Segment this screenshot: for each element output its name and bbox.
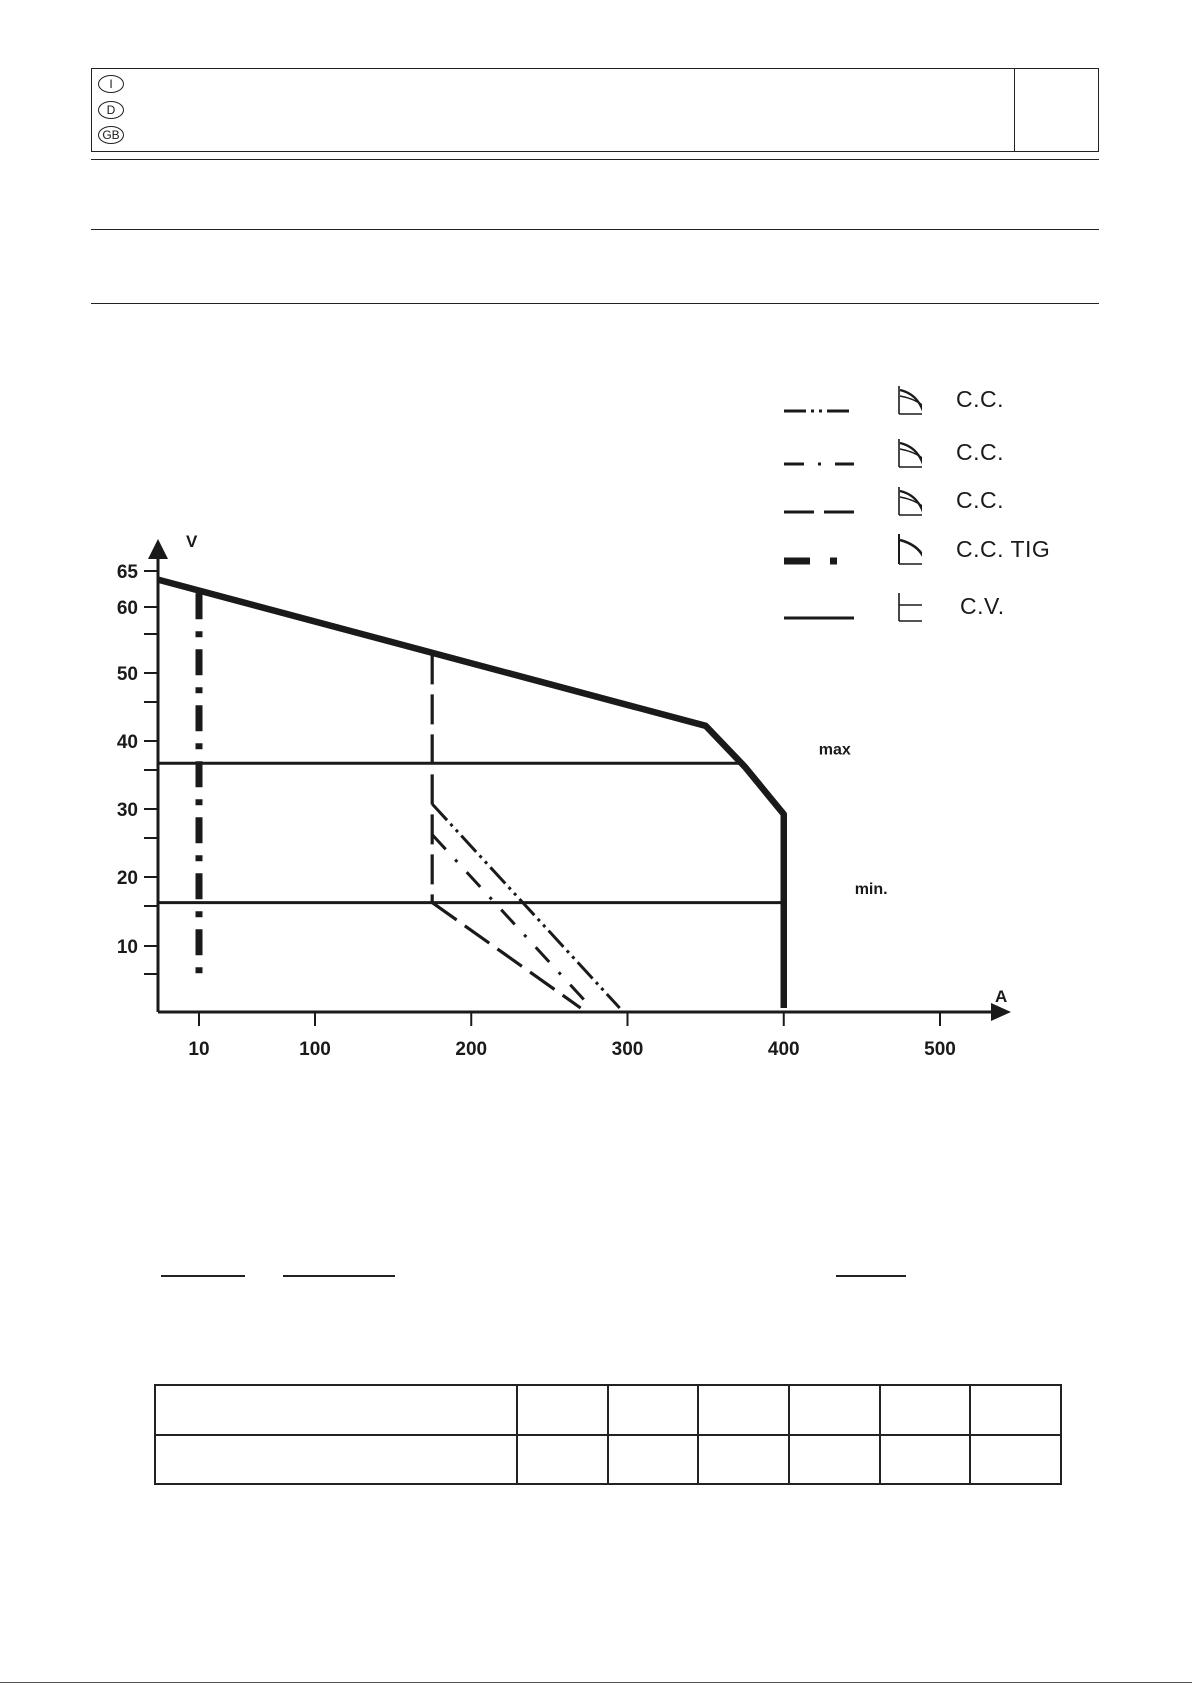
table-cell xyxy=(880,1435,970,1485)
table-cell xyxy=(970,1385,1061,1435)
x-axis-label: A xyxy=(995,987,1008,1006)
series-line-solid-bold xyxy=(158,580,784,1008)
table-cell xyxy=(517,1385,608,1435)
x-tick-label: 10 xyxy=(188,1039,210,1060)
y-tick-label: 20 xyxy=(116,868,138,889)
y-axis-label: V xyxy=(186,532,198,551)
x-tick-label: 500 xyxy=(924,1039,956,1060)
legend-label: C.C. xyxy=(956,439,1004,465)
blank-field-3 xyxy=(836,1275,906,1277)
x-tick-label: 200 xyxy=(455,1039,488,1060)
x-tick-label: 100 xyxy=(299,1039,331,1060)
series-line-long-dash xyxy=(432,903,580,1008)
series-line-dash-dot-sparse xyxy=(432,835,591,1008)
blank-field-2 xyxy=(283,1275,395,1277)
x-tick-label: 400 xyxy=(767,1039,800,1060)
language-badge-english: GB xyxy=(98,126,124,144)
y-tick-label: 50 xyxy=(116,664,138,685)
series-line-dash-dot-dot xyxy=(432,804,620,1008)
table-cell xyxy=(880,1385,970,1435)
y-tick-label: 65 xyxy=(116,562,138,583)
y-axis-arrow-icon xyxy=(148,539,168,559)
footer-rule xyxy=(0,1682,1192,1683)
table-cell xyxy=(517,1435,608,1485)
legend-label: C.V. xyxy=(960,593,1005,619)
table-row xyxy=(155,1385,1061,1435)
legend-label: C.C. TIG xyxy=(956,536,1051,562)
table-cell xyxy=(698,1435,789,1485)
language-badge-italian: I xyxy=(98,75,124,93)
table-cell xyxy=(970,1435,1061,1485)
table-cell xyxy=(789,1385,880,1435)
language-badge-german: D xyxy=(98,101,124,119)
table-cell xyxy=(608,1385,698,1435)
table-cell xyxy=(155,1435,517,1485)
legend-label: C.C. xyxy=(956,386,1004,412)
annotation-max: max xyxy=(818,741,851,759)
blank-field-1 xyxy=(161,1275,245,1277)
legend-label: C.C. xyxy=(956,487,1004,513)
table-row xyxy=(155,1435,1061,1485)
table-cell xyxy=(789,1435,880,1485)
y-tick-label: 40 xyxy=(116,732,138,753)
y-tick-label: 60 xyxy=(116,598,138,619)
table-cell xyxy=(155,1385,517,1435)
table-cell xyxy=(698,1385,789,1435)
x-tick-label: 300 xyxy=(611,1039,644,1060)
y-tick-label: 10 xyxy=(116,937,138,958)
spec-table xyxy=(154,1384,1062,1485)
table-cell xyxy=(608,1435,698,1485)
y-tick-label: 30 xyxy=(116,800,138,821)
annotation-min: min. xyxy=(854,880,888,898)
